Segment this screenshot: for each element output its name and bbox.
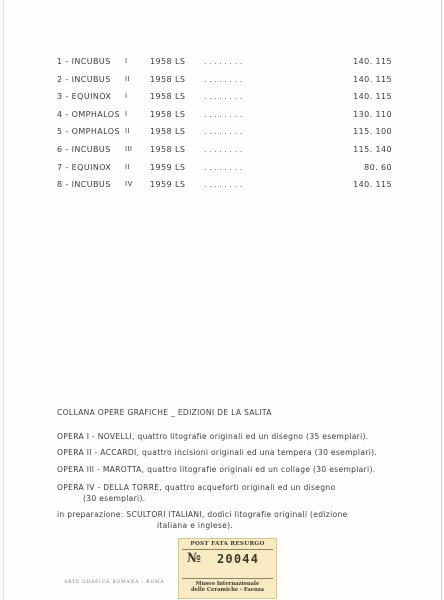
stamp-numero-sign: № [187, 551, 202, 566]
work-width: 115 [375, 92, 392, 102]
works-list [57, 53, 402, 194]
work-leader-dots: . . . . . . . . [204, 109, 243, 119]
stamp-museum-name [179, 581, 276, 594]
work-technique: LS [175, 57, 186, 66]
work-number: I [125, 92, 128, 101]
stamp-divider [182, 578, 273, 579]
opera-item [57, 465, 375, 474]
work-dimensions [353, 176, 392, 194]
stamp-number: 20044 [217, 552, 260, 566]
museum-stamp [178, 538, 277, 599]
work-year: 1958 [150, 144, 172, 154]
stamp-motto: POST FATA RESURGO [190, 541, 265, 547]
stamp-museum-line: delle Ceramiche - Faenza [190, 587, 265, 594]
work-technique: LS [175, 109, 186, 119]
work-year: 1959 [150, 180, 172, 190]
opera-item [57, 482, 335, 504]
work-leader-dots: . . . . . . . . [204, 92, 243, 102]
work-title: 2 - INCUBUS [57, 74, 111, 84]
work-year: 1958 [150, 92, 172, 102]
work-height: 130. [353, 109, 373, 119]
work-number: IV [125, 180, 133, 189]
work-row [57, 106, 402, 124]
work-leader-dots: . . . . . . . . [204, 57, 243, 66]
work-technique: LS [175, 162, 186, 172]
opera-line: OPERA III - MAROTTA, quattro litografie originali ed un collage (30 esemplari). [57, 465, 376, 474]
opera-line-continued: (30 esemplari). [83, 494, 146, 503]
work-dimensions [353, 141, 392, 159]
work-width: 140 [375, 144, 392, 154]
printer-imprint: ARTE GRAFICA ROMANA - ROMA [64, 580, 165, 585]
work-height: 140. [353, 57, 373, 66]
work-number: II [125, 162, 130, 171]
work-row [57, 159, 402, 177]
work-number: II [125, 127, 130, 136]
work-technique: LS [175, 74, 186, 84]
work-number: I [125, 109, 128, 118]
work-technique: LS [175, 144, 186, 154]
preparation-note [57, 509, 348, 531]
preparation-line: in preparazione: SCULTORI ITALIANI, dodici litografie originali (edizione [57, 510, 348, 519]
work-row [57, 123, 402, 141]
work-title: 1 - INCUBUS [57, 57, 111, 66]
work-title: 8 - INCUBUS [57, 180, 111, 190]
opera-line: OPERA IV - DELLA TORRE, quattro acqueforti originali ed un disegno [57, 483, 336, 492]
work-width: 110 [375, 109, 392, 119]
work-dimensions [353, 123, 392, 141]
work-width: 115 [375, 180, 392, 190]
work-number: I [125, 57, 128, 65]
work-dimensions [353, 88, 392, 106]
work-width: 115 [375, 57, 392, 66]
stamp-divider [182, 549, 273, 550]
work-width: 60 [381, 162, 392, 172]
work-number: II [125, 74, 130, 83]
work-row [57, 176, 402, 194]
work-height: 140. [353, 180, 373, 190]
opera-line: OPERA I - NOVELLI, quattro litografie originali ed un disegno (35 esemplari). [57, 432, 369, 441]
work-row [57, 141, 402, 159]
opera-line: OPERA II - ACCARDI, quattro incisioni originali ed una tempera (30 esemplari). [57, 448, 378, 457]
work-leader-dots: . . . . . . . . [204, 74, 243, 84]
work-leader-dots: . . . . . . . . [204, 127, 243, 137]
work-number: III [125, 144, 133, 153]
opera-item [57, 448, 377, 457]
work-year: 1958 [150, 57, 172, 66]
work-title: 6 - INCUBUS [57, 144, 111, 154]
work-leader-dots: . . . . . . . . [204, 144, 243, 154]
work-year: 1959 [150, 162, 172, 172]
work-row [57, 53, 402, 71]
work-height: 115. [353, 127, 373, 137]
stamp-museum-line: Museo Internazionale [195, 581, 260, 587]
opera-item [57, 432, 368, 441]
work-leader-dots: . . . . . . . . [204, 162, 243, 172]
work-dimensions [353, 106, 392, 124]
work-year: 1958 [150, 127, 172, 137]
work-technique: LS [175, 180, 186, 190]
collana-title: COLLANA OPERE GRAFICHE _ EDIZIONI DE LA SALITA [57, 408, 272, 417]
work-dimensions [364, 159, 392, 177]
work-height: 140. [353, 74, 373, 84]
work-title: 3 - EQUINOX [57, 92, 112, 102]
work-dimensions [353, 53, 392, 71]
work-height: 80. [364, 162, 379, 172]
work-year: 1958 [150, 74, 172, 84]
work-row [57, 71, 402, 89]
work-leader-dots: . . . . . . . . [204, 180, 243, 190]
work-technique: LS [175, 92, 186, 102]
work-width: 100 [375, 127, 392, 137]
work-height: 140. [353, 92, 373, 102]
preparation-line-continued: italiana e inglese). [157, 521, 234, 530]
work-title: 4 - OMPHALOS [57, 109, 120, 119]
work-dimensions [353, 71, 392, 89]
work-title: 7 - EQUINOX [57, 162, 112, 172]
work-width: 115 [375, 74, 392, 84]
work-technique: LS [175, 127, 186, 137]
work-title: 5 - OMPHALOS [57, 127, 120, 137]
page [3, 0, 442, 600]
work-row [57, 88, 402, 106]
work-year: 1958 [150, 109, 172, 119]
work-height: 115. [353, 144, 373, 154]
